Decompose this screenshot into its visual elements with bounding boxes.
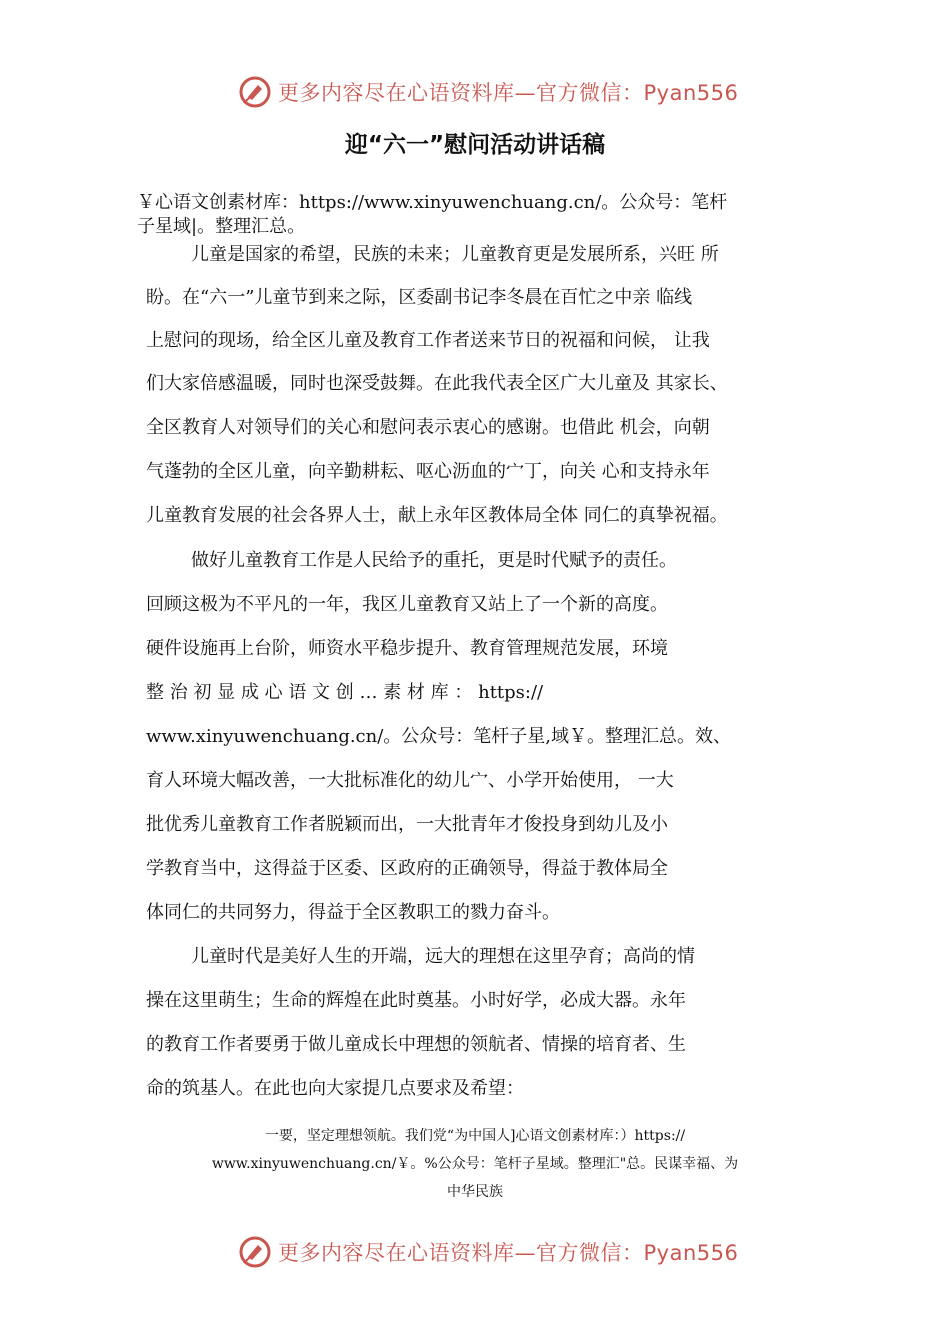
body-line: 全区教育人对领导们的关心和慰问表示衷心的感谢。也借此 机会，向朝 — [146, 417, 710, 438]
footer-banner — [238, 1232, 758, 1272]
footnote-line: 一要，坚定理想领航。我们党“为中国人]心语文创素材库：）https:// — [264, 1128, 686, 1144]
body-line: 学教育当中，这得益于区委、区政府的正确领导，得益于教体局全 — [146, 858, 668, 879]
body-line: ￥心语文创素材库：https://www.xinyuwenchuang.cn/。公众号：笔杆 — [137, 192, 728, 213]
body-line: 儿童教育发展的社会各界人士，献上永年区教体局全体 同仁的真挚祝福。 — [146, 505, 728, 526]
body-line: 回顾这极为不平凡的一年，我区儿童教育又站上了一个新的高度。 — [146, 594, 668, 615]
footnote-line: 中华民族 — [447, 1184, 503, 1200]
banner-text: 更多内容尽在心语资料库—官方微信：Pyan556 — [278, 81, 739, 105]
body-line: 上慰问的现场，给全区儿童及教育工作者送来节日的祝福和问候， 让我 — [146, 330, 710, 351]
body-line: 做好儿童教育工作是人民给予的重托，更是时代赋予的责任。 — [191, 550, 677, 571]
body-line: 盼。在“六一”儿童节到来之际，区委副书记李冬晨在百忙之中亲 临线 — [146, 287, 693, 308]
header-banner — [238, 72, 758, 112]
body-line: 气蓬勃的全区儿童，向辛勤耕耘、呕心沥血的宀丁，向关 心和支持永年 — [146, 461, 710, 482]
seal-logo-icon — [238, 1235, 272, 1269]
body-line: 体同仁的共同努力，得益于全区教职工的戮力奋斗。 — [146, 902, 560, 923]
body-line: 命的筑基人。在此也向大家提几点要求及希望： — [146, 1078, 524, 1099]
body-line: 操在这里萌生；生命的辉煌在此时奠基。小时好学，必成大器。永年 — [146, 990, 686, 1011]
body-line: 们大家倍感温暖，同时也深受鼓舞。在此我代表全区广大儿童及 其家长、 — [146, 373, 728, 394]
page-title: 迎“六一”慰问活动讲话稿 — [344, 132, 606, 158]
body-line: 整 治 初 显 成 心 语 文 创 … 素 材 库 ： https:// — [146, 682, 544, 703]
body-line: 子星域|。整理汇总。 — [137, 216, 306, 237]
body-line: www.xinyuwenchuang.cn/。公众号：笔杆子星,域￥。整理汇总。效、 — [146, 726, 732, 747]
body-line: 育人环境大幅改善，一大批标准化的幼儿宀、小学开始使用， 一大 — [146, 770, 674, 791]
seal-logo-icon — [238, 75, 272, 109]
footnote-line: www.xinyuwenchuang.cn/￥。%公众号：笔杆子星域。整理汇"总。民谋幸福、为 — [211, 1156, 739, 1172]
body-line: 的教育工作者要勇于做儿童成长中理想的领航者、情操的培育者、生 — [146, 1034, 686, 1055]
body-line: 儿童时代是美好人生的开端，远大的理想在这里孕育；高尚的情 — [191, 946, 695, 967]
body-line: 儿童是国家的希望，民族的未来；儿童教育更是发展所系，兴旺 所 — [191, 244, 719, 265]
body-line: 批优秀儿童教育工作者脱颖而出，一大批青年才俊投身到幼儿及小 — [146, 814, 668, 835]
body-line: 硬件设施再上台阶，师资水平稳步提升、教育管理规范发展，环境 — [146, 638, 668, 659]
banner-text: 更多内容尽在心语资料库—官方微信：Pyan556 — [278, 1241, 739, 1265]
